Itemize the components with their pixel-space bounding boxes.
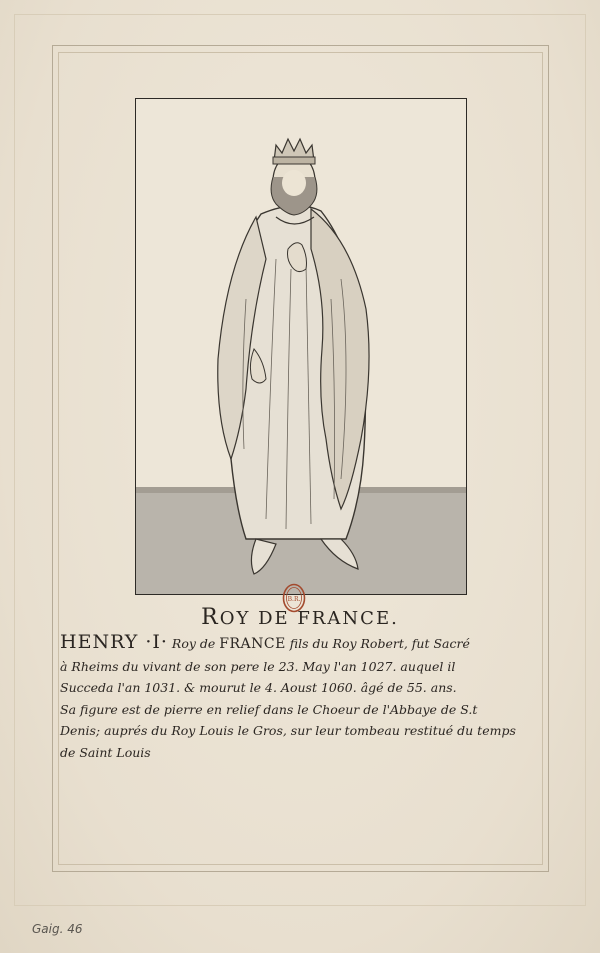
king-figure-drawing xyxy=(136,99,466,594)
caption-line-2: à Rheims du vivant de son pere le 23. May l'an 1027. auquel il xyxy=(60,658,456,674)
caption-line-1-a: Roy de xyxy=(167,636,220,651)
king-name: HENRY ·I· xyxy=(60,631,168,653)
stamp-text: B.R. xyxy=(287,596,301,603)
title-initial: R xyxy=(201,605,220,630)
caption-line-5: Denis; auprés du Roy Louis le Gros, sur leur tombeau restitué du temps xyxy=(60,723,516,738)
caption-text xyxy=(60,632,550,763)
shelfmark: Gaig. 46 xyxy=(32,922,83,936)
caption-line-1-b: fils du Roy Robert, fut Sacré xyxy=(285,636,470,651)
title-rest: OY DE FRANCE. xyxy=(219,608,399,629)
face xyxy=(282,170,306,196)
page-title xyxy=(0,605,600,630)
caption-line-1 xyxy=(60,632,550,656)
caption-line-6: de Saint Louis xyxy=(60,744,151,760)
caption-france: FRANCE xyxy=(219,636,286,652)
crown-band xyxy=(273,157,315,164)
illustration-plate xyxy=(135,98,467,595)
caption-line-3: Succeda l'an 1031. & mourut le 4. Aoust 1060. âgé de 55. ans. xyxy=(60,680,457,695)
caption-line-4: Sa figure est de pierre en relief dans le Choeur de l'Abbaye de S.t xyxy=(60,701,478,717)
